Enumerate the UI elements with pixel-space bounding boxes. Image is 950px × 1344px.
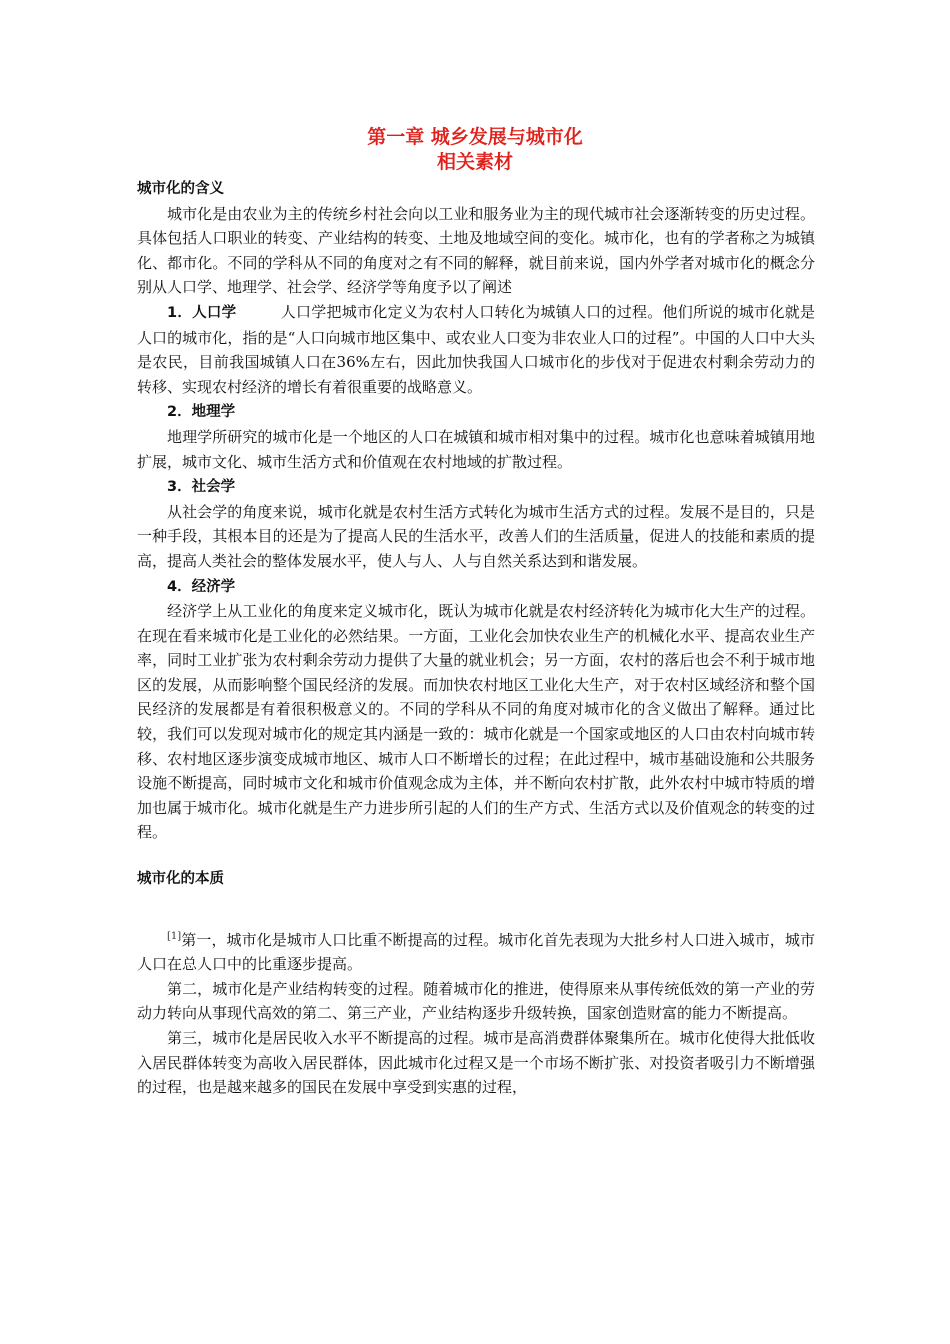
item-text-economics: 经济学上从工业化的角度来定义城市化，既认为城市化就是农村经济转化为城市化大生产的过程。在现在看来城市化是工业化的必然结果。一方面，工业化会加快农业生产的机械化水平、提高农业生产率，同时工业扩张为农村剩余劳动力提供了大量的就业机会；另一方面，农村的落后也会不利于城市地区的发展，从而影响整个国民经济的发展。而加快农村地区工业化大生产，对于农村区域经济和整个国民经济的发展都是有着很积极意义的。不同的学科从不同的角度对城市化的含义做出了解释。通过比较，我们可以发现对城市化的规定其内涵是一致的：城市化就是一个国家或地区的人口由农村向城市转移、农村地区逐步演变成城市地区、城市人口不断增长的过程；在此过程中，城市基础设施和公共服务设施不断提高，同时城市文化和城市价值观念成为主体，并不断向农村扩散，此外农村中城市特质的增加也属于城市化。城市化就是生产力进步所引起的人们的生产方式、生活方式以及价值观念的转变的过程。 [137,602,815,842]
item-label-sociology-line [137,474,815,500]
section-spacer [137,845,815,867]
item-label-geography-line [137,399,815,425]
essence-text-1: 第一，城市化是城市人口比重不断提高的过程。城市化首先表现为大批乡村人口进入城市，城市人口在总人口中的比重逐步提高。 [137,930,815,974]
item-paragraph-demography [137,300,815,399]
item-label-demography: 1．人口学 [167,304,237,321]
item-text-geography: 地理学所研究的城市化是一个地区的人口在城镇和城市相对集中的过程。城市化也意味着城镇用地扩展，城市文化、城市生活方式和价值观在农村地域的扩散过程。 [137,427,815,471]
reference-mark: [1] [167,930,182,942]
chapter-title: 第一章 城乡发展与城市化 [367,126,583,148]
item-label-economics-line [137,574,815,600]
item-text-demography: 人口学把城市化定义为农村人口转化为城镇人口的过程。他们所说的城市化就是人口的城市化，指的是“人口向城市地区集中、或农业人口变为非农业人口的过程”。中国的人口中大头是农民，目前我国城镇人口在36%左右，因此加快我国人口城市化的步伐对于促进农村剩余劳动力的转移、实现农村经济的增长有着很重要的战略意义。 [137,302,815,396]
section-spacer-2 [137,892,815,925]
essence-paragraph-3: 第三，城市化是居民收入水平不断提高的过程。城市是高消费群体聚集所在。城市化使得大批低收入居民群体转变为高收入居民群体，因此城市化过程又是一个市场不断扩张、对投资者吸引力不断增强的过程，也是越来越多的国民在发展中享受到实惠的过程， [137,1029,815,1097]
section-heading-meaning: 城市化的含义 [137,181,224,197]
section-intro-paragraph: 城市化是由农业为主的传统乡村社会向以工业和服务业为主的现代城市社会逐渐转变的历史过程。具体包括人口职业的转变、产业结构的转变、土地及地域空间的变化。城市化，也有的学者称之为城镇化、都市化。不同的学科从不同的角度对之有不同的解释，就目前来说，国内外学者对城市化的概念分别从人口学、地理学、社会学、经济学等角度予以了阐述 [137,204,815,297]
item-label-geography: 2．地理学 [167,404,236,421]
item-text-sociology: 从社会学的角度来说，城市化就是农村生活方式转化为城市生活方式的过程。发展不是目的，只是一种手段，其根本目的还是为了提高人民的生活水平，改善人们的生活质量，促进人的技能和素质的提高，提高人类社会的整体发展水平，使人与人、人与自然关系达到和谐发展。 [137,502,815,570]
essence-paragraph-1 [137,925,815,977]
chapter-subtitle: 相关素材 [436,151,513,173]
essence-paragraph-2: 第二，城市化是产业结构转变的过程。随着城市化的推进，使得原来从事传统低效的第一产业的劳动力转向从事现代高效的第二、第三产业，产业结构逐步升级转换，国家创造财富的能力不断提高。 [137,979,815,1023]
section-heading-essence: 城市化的本质 [137,871,224,888]
document-body [137,177,815,1100]
item-label-economics: 4．经济学 [167,578,236,595]
item-label-sociology: 3．社会学 [167,479,236,496]
